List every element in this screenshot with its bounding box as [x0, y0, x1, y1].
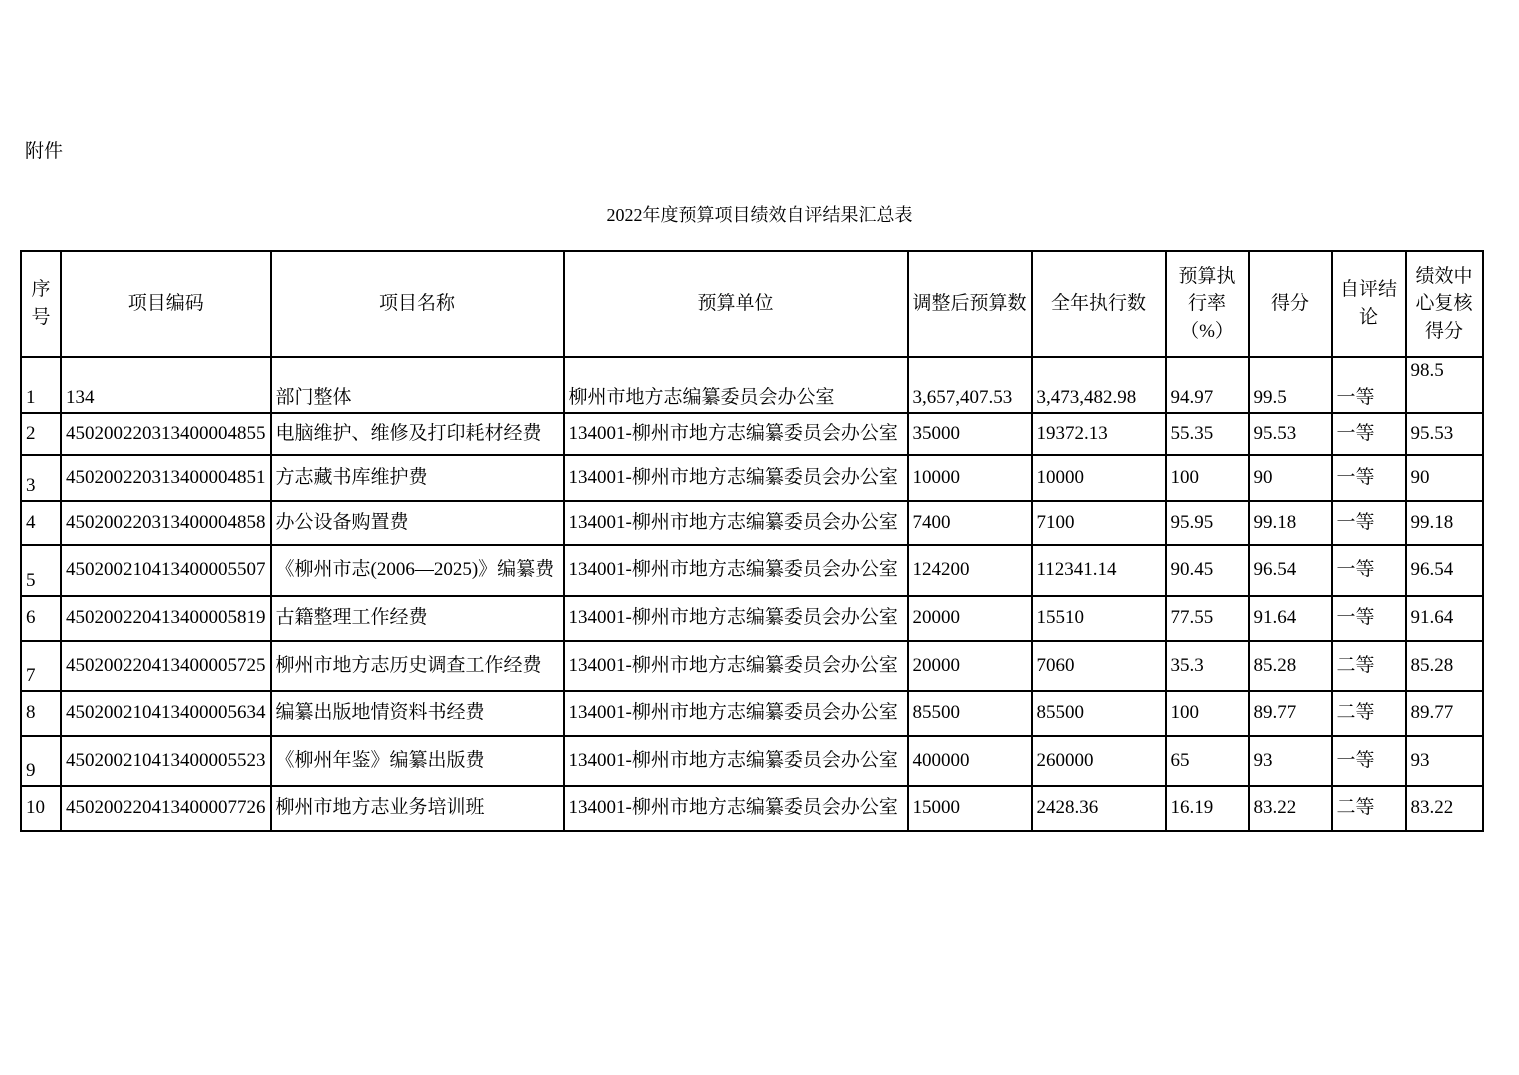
cell-seq: 4: [21, 501, 61, 545]
cell-code: 450200220313400004851: [61, 455, 271, 501]
table-row: [21, 357, 1483, 413]
cell-score: 96.54: [1249, 545, 1332, 596]
table-row: [21, 545, 1483, 596]
cell-name: 《柳州年鉴》编纂出版费: [271, 736, 564, 786]
cell-score: 93: [1249, 736, 1332, 786]
cell-budget: 20000: [908, 596, 1032, 641]
header-cell-name: 项目名称: [271, 251, 564, 357]
cell-executed: 260000: [1032, 736, 1166, 786]
cell-executed: 85500: [1032, 691, 1166, 736]
cell-name: 《柳州市志(2006—2025)》编纂费: [271, 545, 564, 596]
cell-seq: 6: [21, 596, 61, 641]
cell-score: 99.18: [1249, 501, 1332, 545]
cell-budget: 15000: [908, 786, 1032, 831]
cell-name: 部门整体: [271, 357, 564, 413]
attachment-label: 附件: [25, 141, 64, 162]
cell-unit: 柳州市地方志编纂委员会办公室: [564, 357, 908, 413]
cell-budget: 400000: [908, 736, 1032, 786]
cell-rate: 95.95: [1166, 501, 1249, 545]
header-cell-score: 得分: [1249, 251, 1332, 357]
cell-conclusion: 二等: [1332, 691, 1406, 736]
cell-code: 134: [61, 357, 271, 413]
cell-unit: 134001-柳州市地方志编纂委员会办公室: [564, 501, 908, 545]
table-header: [21, 251, 1483, 357]
cell-executed: 10000: [1032, 455, 1166, 501]
header-cell-executed: 全年执行数: [1032, 251, 1166, 357]
cell-unit: 134001-柳州市地方志编纂委员会办公室: [564, 413, 908, 455]
cell-code: 450200210413400005523: [61, 736, 271, 786]
table-row: [21, 691, 1483, 736]
cell-review: 91.64: [1406, 596, 1483, 641]
table-row: [21, 501, 1483, 545]
cell-rate: 55.35: [1166, 413, 1249, 455]
header-cell-conclusion: 自评结论: [1332, 251, 1406, 357]
cell-conclusion: 一等: [1332, 736, 1406, 786]
cell-rate: 90.45: [1166, 545, 1249, 596]
header-cell-seq: 序号: [21, 251, 61, 357]
cell-score: 85.28: [1249, 641, 1332, 691]
cell-conclusion: 一等: [1332, 455, 1406, 501]
cell-code: 450200220413400005819: [61, 596, 271, 641]
cell-name: 方志藏书库维护费: [271, 455, 564, 501]
cell-review: 99.18: [1406, 501, 1483, 545]
cell-seq: 10: [21, 786, 61, 831]
cell-executed: 7060: [1032, 641, 1166, 691]
cell-code: 450200210413400005507: [61, 545, 271, 596]
cell-review: 85.28: [1406, 641, 1483, 691]
cell-score: 89.77: [1249, 691, 1332, 736]
cell-code: 450200220313400004855: [61, 413, 271, 455]
cell-budget: 20000: [908, 641, 1032, 691]
header-cell-review: 绩效中心复核得分: [1406, 251, 1483, 357]
table-row: [21, 786, 1483, 831]
header-cell-budget: 调整后预算数: [908, 251, 1032, 357]
header-cell-unit: 预算单位: [564, 251, 908, 357]
header-cell-rate: 预算执行率（%）: [1166, 251, 1249, 357]
cell-seq: 3: [21, 455, 61, 501]
cell-budget: 10000: [908, 455, 1032, 501]
cell-name: 柳州市地方志历史调查工作经费: [271, 641, 564, 691]
cell-rate: 35.3: [1166, 641, 1249, 691]
cell-score: 91.64: [1249, 596, 1332, 641]
cell-seq: 2: [21, 413, 61, 455]
cell-name: 电脑维护、维修及打印耗材经费: [271, 413, 564, 455]
cell-code: 450200220413400005725: [61, 641, 271, 691]
cell-unit: 134001-柳州市地方志编纂委员会办公室: [564, 691, 908, 736]
cell-budget: 3,657,407.53: [908, 357, 1032, 413]
cell-conclusion: 一等: [1332, 596, 1406, 641]
cell-score: 95.53: [1249, 413, 1332, 455]
cell-conclusion: 一等: [1332, 545, 1406, 596]
cell-review: 93: [1406, 736, 1483, 786]
cell-unit: 134001-柳州市地方志编纂委员会办公室: [564, 455, 908, 501]
cell-budget: 124200: [908, 545, 1032, 596]
table-row: [21, 736, 1483, 786]
cell-review: 98.5: [1406, 357, 1483, 413]
cell-executed: 2428.36: [1032, 786, 1166, 831]
cell-budget: 7400: [908, 501, 1032, 545]
cell-unit: 134001-柳州市地方志编纂委员会办公室: [564, 545, 908, 596]
cell-review: 96.54: [1406, 545, 1483, 596]
cell-budget: 35000: [908, 413, 1032, 455]
cell-executed: 112341.14: [1032, 545, 1166, 596]
cell-rate: 100: [1166, 455, 1249, 501]
cell-seq: 8: [21, 691, 61, 736]
cell-unit: 134001-柳州市地方志编纂委员会办公室: [564, 786, 908, 831]
cell-review: 89.77: [1406, 691, 1483, 736]
cell-score: 90: [1249, 455, 1332, 501]
table-row: [21, 596, 1483, 641]
table-body: [21, 357, 1483, 831]
cell-seq: 5: [21, 545, 61, 596]
cell-conclusion: 二等: [1332, 786, 1406, 831]
cell-executed: 15510: [1032, 596, 1166, 641]
cell-code: 450200210413400005634: [61, 691, 271, 736]
cell-score: 99.5: [1249, 357, 1332, 413]
cell-conclusion: 一等: [1332, 413, 1406, 455]
table-row: [21, 413, 1483, 455]
table-row: [21, 455, 1483, 501]
header-cell-code: 项目编码: [61, 251, 271, 357]
cell-review: 95.53: [1406, 413, 1483, 455]
cell-name: 编纂出版地情资料书经费: [271, 691, 564, 736]
cell-budget: 85500: [908, 691, 1032, 736]
cell-seq: 7: [21, 641, 61, 691]
cell-review: 90: [1406, 455, 1483, 501]
cell-code: 450200220313400004858: [61, 501, 271, 545]
table-header-row: [21, 251, 1483, 357]
cell-executed: 19372.13: [1032, 413, 1166, 455]
budget-performance-table: [20, 250, 1484, 832]
cell-rate: 94.97: [1166, 357, 1249, 413]
cell-code: 450200220413400007726: [61, 786, 271, 831]
cell-rate: 65: [1166, 736, 1249, 786]
cell-seq: 9: [21, 736, 61, 786]
table-row: [21, 641, 1483, 691]
cell-review: 83.22: [1406, 786, 1483, 831]
cell-rate: 100: [1166, 691, 1249, 736]
cell-unit: 134001-柳州市地方志编纂委员会办公室: [564, 641, 908, 691]
cell-rate: 16.19: [1166, 786, 1249, 831]
cell-seq: 1: [21, 357, 61, 413]
cell-unit: 134001-柳州市地方志编纂委员会办公室: [564, 596, 908, 641]
cell-score: 83.22: [1249, 786, 1332, 831]
cell-conclusion: 二等: [1332, 641, 1406, 691]
cell-name: 古籍整理工作经费: [271, 596, 564, 641]
cell-rate: 77.55: [1166, 596, 1249, 641]
cell-conclusion: 一等: [1332, 501, 1406, 545]
page-title: 2022年度预算项目绩效自评结果汇总表: [606, 205, 913, 225]
cell-name: 办公设备购置费: [271, 501, 564, 545]
cell-unit: 134001-柳州市地方志编纂委员会办公室: [564, 736, 908, 786]
cell-conclusion: 一等: [1332, 357, 1406, 413]
cell-executed: 3,473,482.98: [1032, 357, 1166, 413]
cell-name: 柳州市地方志业务培训班: [271, 786, 564, 831]
cell-executed: 7100: [1032, 501, 1166, 545]
